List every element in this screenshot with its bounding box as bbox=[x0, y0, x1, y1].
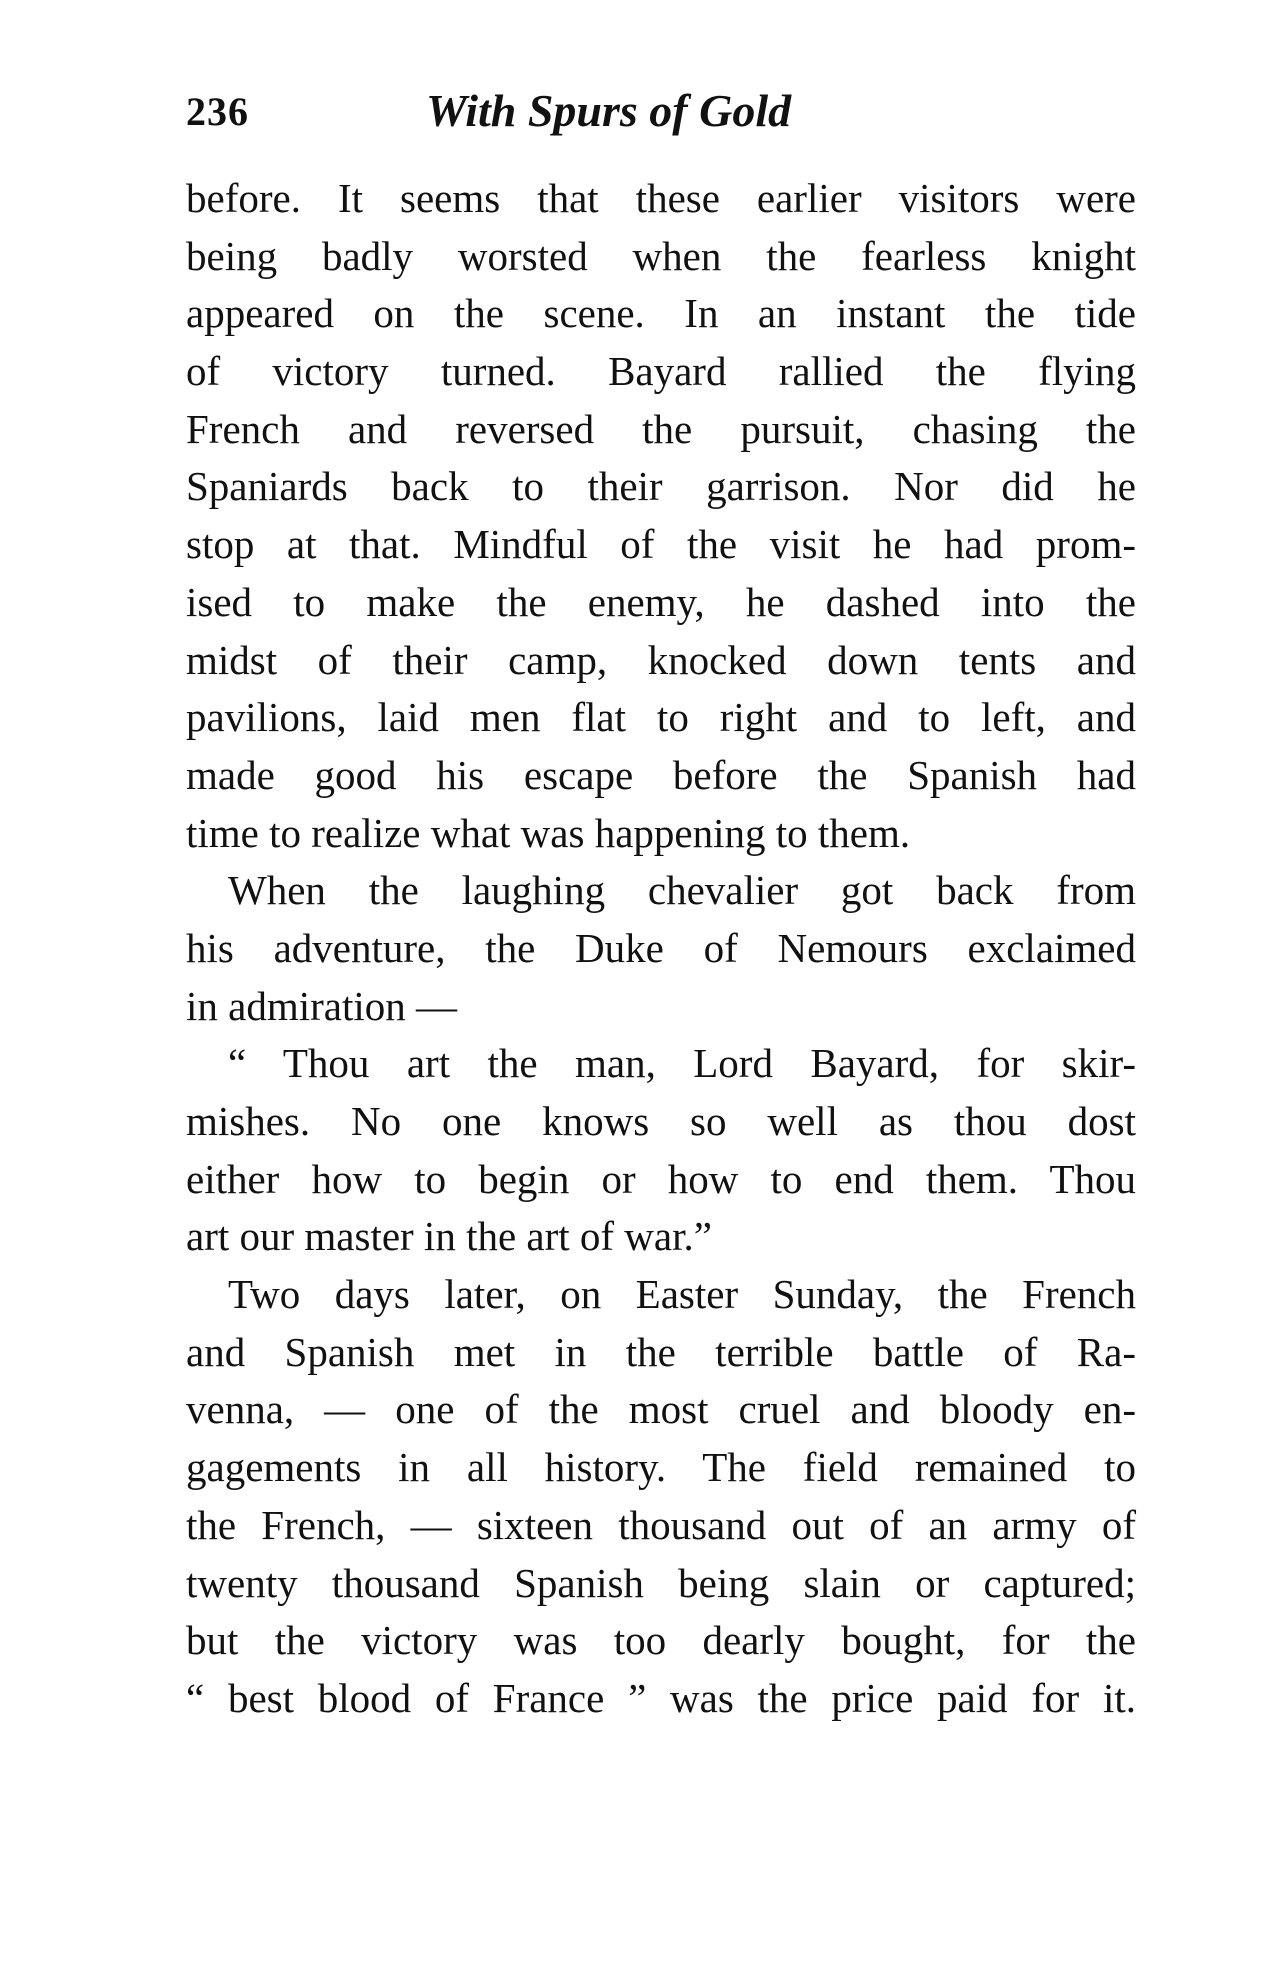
text-line: and Spanish met in the terrible battle of Ra- bbox=[186, 1328, 1136, 1375]
text-line: appeared on the scene. In an instant the tide bbox=[186, 290, 1136, 337]
text-line: the French, — sixteen thousand out of an army of bbox=[186, 1501, 1136, 1548]
text-line: stop at that. Mindful of the visit he had prom- bbox=[186, 521, 1136, 568]
text-line: his adventure, the Duke of Nemours exclaimed bbox=[186, 924, 1136, 971]
text-line: in admiration — bbox=[186, 982, 458, 1029]
text-line: of victory turned. Bayard rallied the flying bbox=[186, 348, 1136, 395]
text-line: art our master in the art of war.” bbox=[186, 1213, 712, 1260]
text-line: mishes. No one knows so well as thou dost bbox=[186, 1098, 1136, 1144]
page-number: 236 bbox=[186, 89, 249, 134]
text-line: but the victory was too dearly bought, for the bbox=[186, 1617, 1136, 1664]
text-line: ised to make the enemy, he dashed into the bbox=[186, 578, 1136, 625]
text-line: “ best blood of France ” was the price paid for it. bbox=[186, 1674, 1136, 1721]
body-text bbox=[186, 170, 1136, 1728]
text-line: either how to begin or how to end them. Thou bbox=[186, 1155, 1136, 1202]
text-line: Spaniards back to their garrison. Nor did he bbox=[186, 463, 1136, 510]
text-line: twenty thousand Spanish being slain or captured; bbox=[186, 1559, 1136, 1606]
text-line: French and reversed the pursuit, chasing the bbox=[186, 405, 1136, 452]
text-line: “ Thou art the man, Lord Bayard, for skir- bbox=[228, 1040, 1136, 1087]
text-line: Two days later, on Easter Sunday, the French bbox=[228, 1271, 1136, 1318]
text-line: being badly worsted when the fearless knight bbox=[186, 232, 1136, 279]
text-line: midst of their camp, knocked down tents and bbox=[186, 636, 1136, 683]
running-title: With Spurs of Gold bbox=[426, 85, 792, 136]
text-line: gagements in all history. The field remained to bbox=[186, 1444, 1136, 1491]
text-line: time to realize what was happening to them. bbox=[186, 809, 911, 856]
running-head bbox=[186, 85, 1136, 148]
text-line: made good his escape before the Spanish had bbox=[186, 751, 1136, 798]
text-line: venna, — one of the most cruel and bloody en- bbox=[186, 1386, 1136, 1433]
text-line: pavilions, laid men flat to right and to left, and bbox=[186, 694, 1136, 741]
text-line: When the laughing chevalier got back from bbox=[228, 867, 1136, 914]
text-line: before. It seems that these earlier visitors were bbox=[186, 175, 1136, 221]
